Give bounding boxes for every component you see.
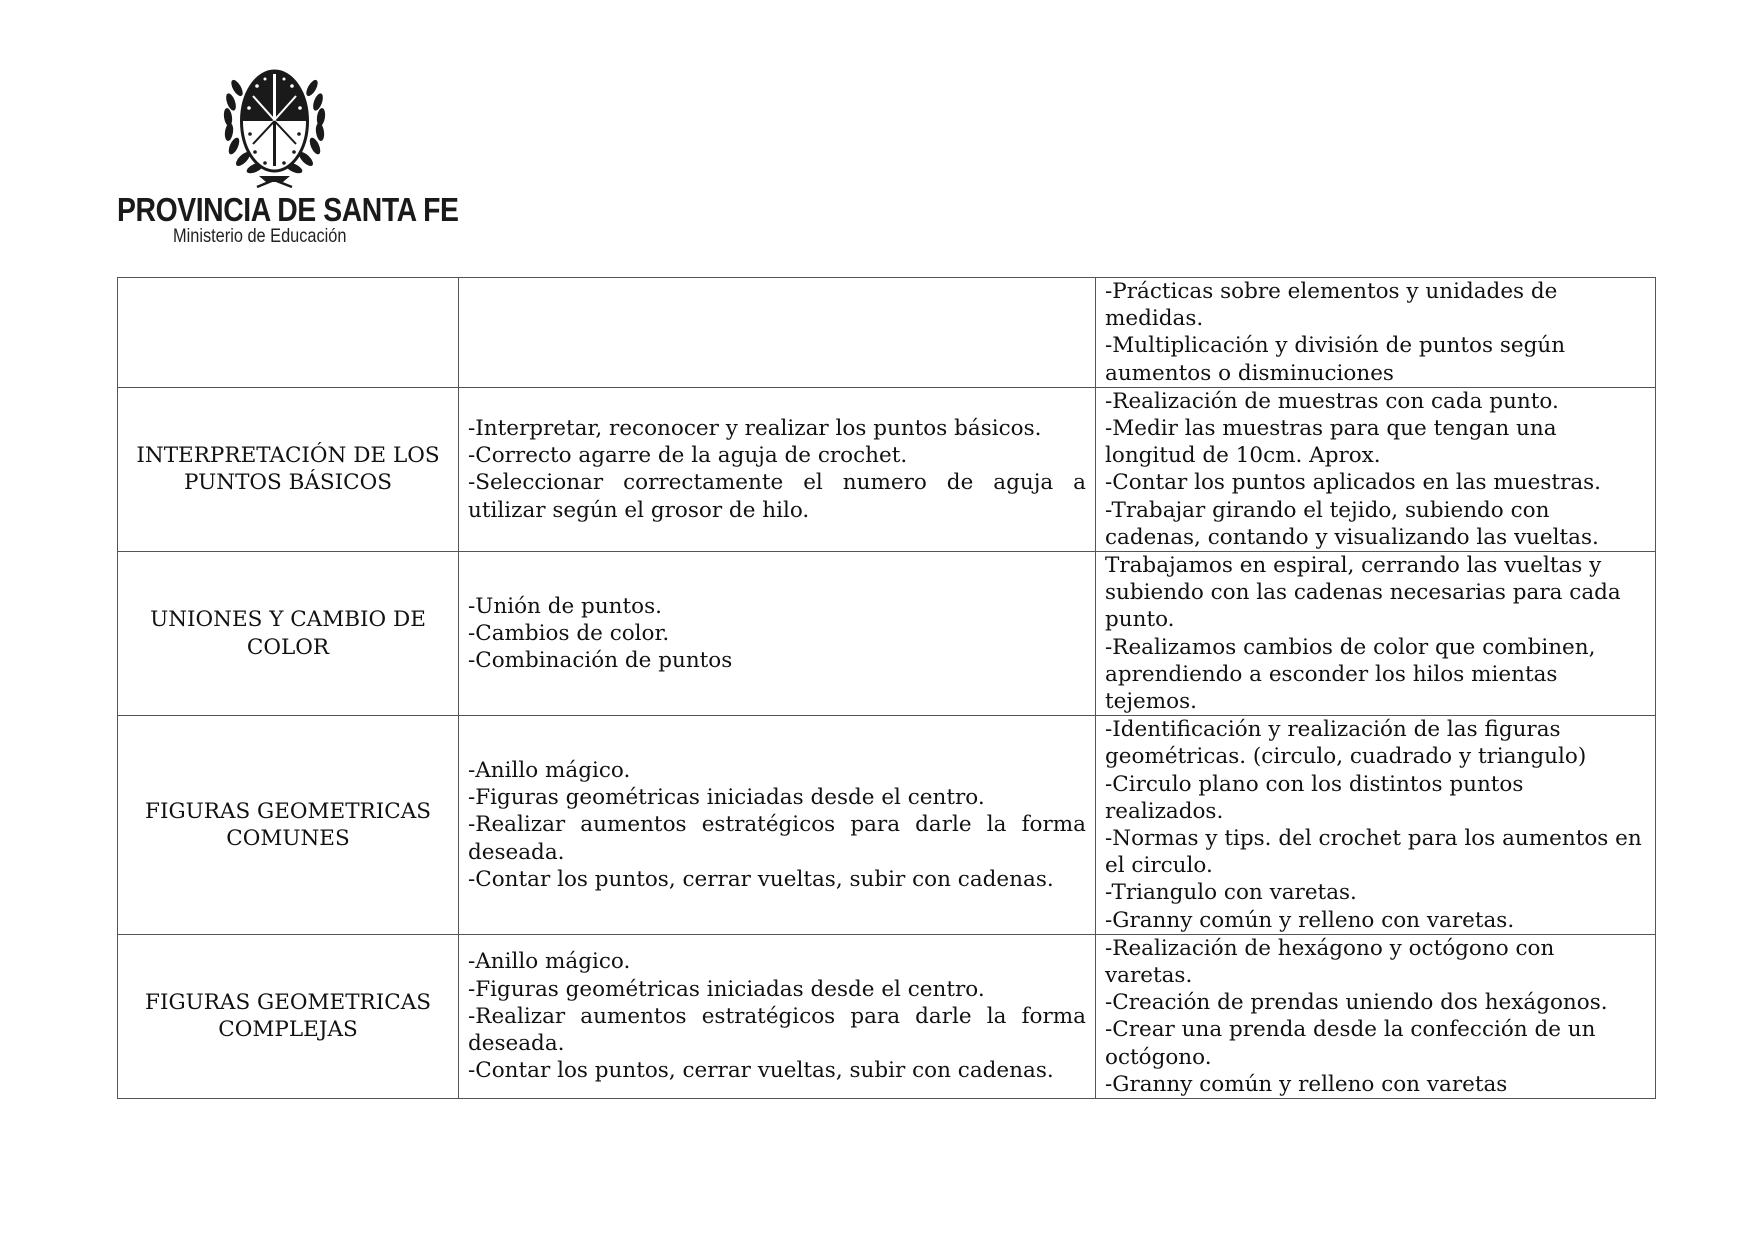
topic-cell [118, 934, 459, 1098]
topic-text: INTERPRETACIÓN DE LOS PUNTOS BÁSICOS [136, 443, 440, 496]
objectives-cell [459, 934, 1096, 1098]
objective-item: -Realizar aumentos estratégicos para darle la forma deseada. [468, 812, 1086, 865]
activity-item: -Creación de prendas uniendo dos hexágonos. [1105, 990, 1608, 1016]
activity-item: -Normas y tips. del crochet para los aumentos en el circulo. [1105, 826, 1642, 879]
table-row [118, 552, 1656, 716]
objectives-cell [459, 387, 1096, 551]
objective-item: -Realizar aumentos estratégicos para darle la forma deseada. [468, 1003, 1086, 1057]
table-row [118, 278, 1656, 388]
activity-item: -Identificación y realización de las figuras geométricas. (circulo, cuadrado y triangulo) [1105, 717, 1587, 770]
objective-item: -Seleccionar correctamente el numero de aguja a utilizar según el grosor de hilo. [468, 470, 1086, 523]
activity-item: -Granny común y relleno con varetas [1105, 1071, 1508, 1097]
activity-item: -Multiplicación y división de puntos según aumentos o disminuciones [1105, 333, 1566, 386]
objective-item: -Anillo mágico. [468, 949, 631, 975]
topic-text: UNIONES Y CAMBIO DE COLOR [150, 607, 426, 660]
table-row [118, 387, 1656, 551]
objective-item: -Figuras geométricas iniciadas desde el centro. [468, 785, 985, 811]
activity-item: -Prácticas sobre elementos y unidades de medidas. [1105, 279, 1558, 332]
activity-item: -Realizamos cambios de color que combinen, aprendiendo a esconder los hilos mientas tejemos. [1105, 634, 1596, 715]
objective-item: -Interpretar, reconocer y realizar los puntos básicos. [468, 416, 1042, 442]
activity-item: -Contar los puntos aplicados en las muestras. [1105, 470, 1602, 496]
objective-item: -Combinación de puntos [468, 648, 733, 674]
objective-item: -Anillo mágico. [468, 758, 631, 784]
objective-item: -Cambios de color. [468, 621, 670, 647]
objectives-cell [459, 716, 1096, 935]
topic-cell [118, 552, 459, 716]
activity-item: Trabajamos en espiral, cerrando las vueltas y subiendo con las cadenas necesarias para cada punto. [1105, 553, 1621, 633]
objective-item: -Contar los puntos, cerrar vueltas, subir con cadenas. [468, 1058, 1054, 1084]
topic-text: FIGURAS GEOMETRICAS COMPLEJAS [145, 990, 431, 1043]
activity-item: -Realización de muestras con cada punto. [1105, 388, 1559, 414]
activities-cell [1096, 716, 1656, 935]
logo-subtitle: Ministerio de Educación [173, 226, 347, 247]
table-row [118, 934, 1656, 1098]
activity-item: -Medir las muestras para que tengan una longitud de 10cm. Aprox. [1105, 416, 1557, 469]
objective-item: -Unión de puntos. [468, 593, 662, 619]
objective-item: -Figuras geométricas iniciadas desde el centro. [468, 976, 985, 1002]
activity-item: -Realización de hexágono y octógono con varetas. [1105, 935, 1555, 989]
activity-item: -Circulo plano con los distintos puntos realizados. [1105, 771, 1524, 824]
topic-cell [118, 716, 459, 935]
objective-item: -Contar los puntos, cerrar vueltas, subir con cadenas. [468, 866, 1054, 892]
activities-cell [1096, 934, 1656, 1098]
activity-item: -Trabajar girando el tejido, subiendo con cadenas, contando y visualizando las vueltas. [1105, 497, 1599, 550]
topic-cell [118, 387, 459, 551]
activity-item: -Crear una prenda desde la confección de un octógono. [1105, 1017, 1596, 1070]
objectives-cell [459, 552, 1096, 716]
ministry-logo [117, 66, 459, 256]
activity-item: -Granny común y relleno con varetas. [1105, 907, 1515, 933]
logo-title: PROVINCIA DE SANTA FE [117, 191, 459, 228]
table-row [118, 716, 1656, 935]
activities-cell [1096, 278, 1656, 388]
provincial-seal-icon [217, 66, 332, 191]
activities-cell [1096, 387, 1656, 551]
activity-item: -Triangulo con varetas. [1105, 880, 1357, 906]
topic-text: FIGURAS GEOMETRICAS COMUNES [145, 798, 431, 852]
curriculum-table [117, 277, 1656, 1099]
objectives-cell [459, 278, 1096, 388]
objective-item: -Correcto agarre de la aguja de crochet. [468, 443, 908, 469]
activities-cell [1096, 552, 1656, 716]
topic-cell [118, 278, 459, 388]
